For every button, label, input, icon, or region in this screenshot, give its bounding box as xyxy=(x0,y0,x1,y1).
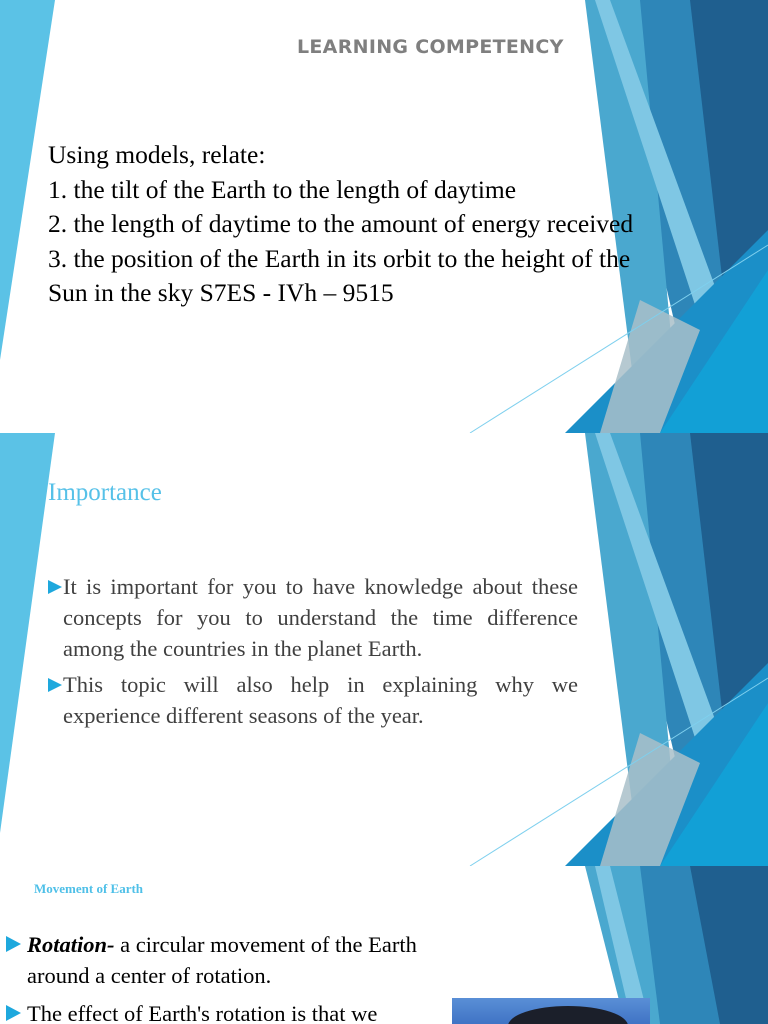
bullet-triangle-icon xyxy=(48,678,62,692)
rotation-definition: a circular movement of the Earth around a center of rotation. xyxy=(27,932,417,988)
bullet-triangle-icon xyxy=(6,1005,21,1021)
bullet-triangle-icon xyxy=(48,580,62,594)
competency-text xyxy=(48,138,728,311)
slide-learning-competency xyxy=(0,0,768,433)
earth-rotation-image xyxy=(452,998,650,1024)
movement-bullets xyxy=(6,929,426,1024)
competency-line: Sun in the sky S7ES - IVh – 9515 xyxy=(48,278,394,307)
importance-bullets xyxy=(48,571,578,736)
list-item xyxy=(6,998,426,1024)
earth-image-shape xyxy=(508,1006,628,1024)
competency-line: 3. the position of the Earth in its orbit to the height of the xyxy=(48,243,631,273)
bullet-text: It is important for you to have knowledge about these concepts for you to understand the time difference among the countries in the planet Earth. xyxy=(63,574,578,661)
importance-title: Importance xyxy=(48,479,162,506)
effect-text: The effect of Earth's rotation is that we xyxy=(27,1001,378,1024)
competency-line: 2. the length of daytime to the amount of energy received xyxy=(48,209,634,238)
bullet-triangle-icon xyxy=(6,936,21,952)
slide-movement xyxy=(0,866,768,1024)
bullet-text: This topic will also help in explaining why we experience different seasons of the year. xyxy=(63,672,578,728)
rotation-term: Rotation- xyxy=(27,932,115,957)
slide-importance xyxy=(0,433,768,866)
list-item xyxy=(48,571,578,664)
movement-title: Movement of Earth xyxy=(34,881,144,896)
list-item xyxy=(6,929,426,991)
slide-title: LEARNING COMPETENCY xyxy=(297,36,564,58)
competency-line: Using models, relate: xyxy=(48,140,266,169)
competency-line: 1. the tilt of the Earth to the length of daytime xyxy=(48,174,517,204)
list-item xyxy=(48,669,578,731)
